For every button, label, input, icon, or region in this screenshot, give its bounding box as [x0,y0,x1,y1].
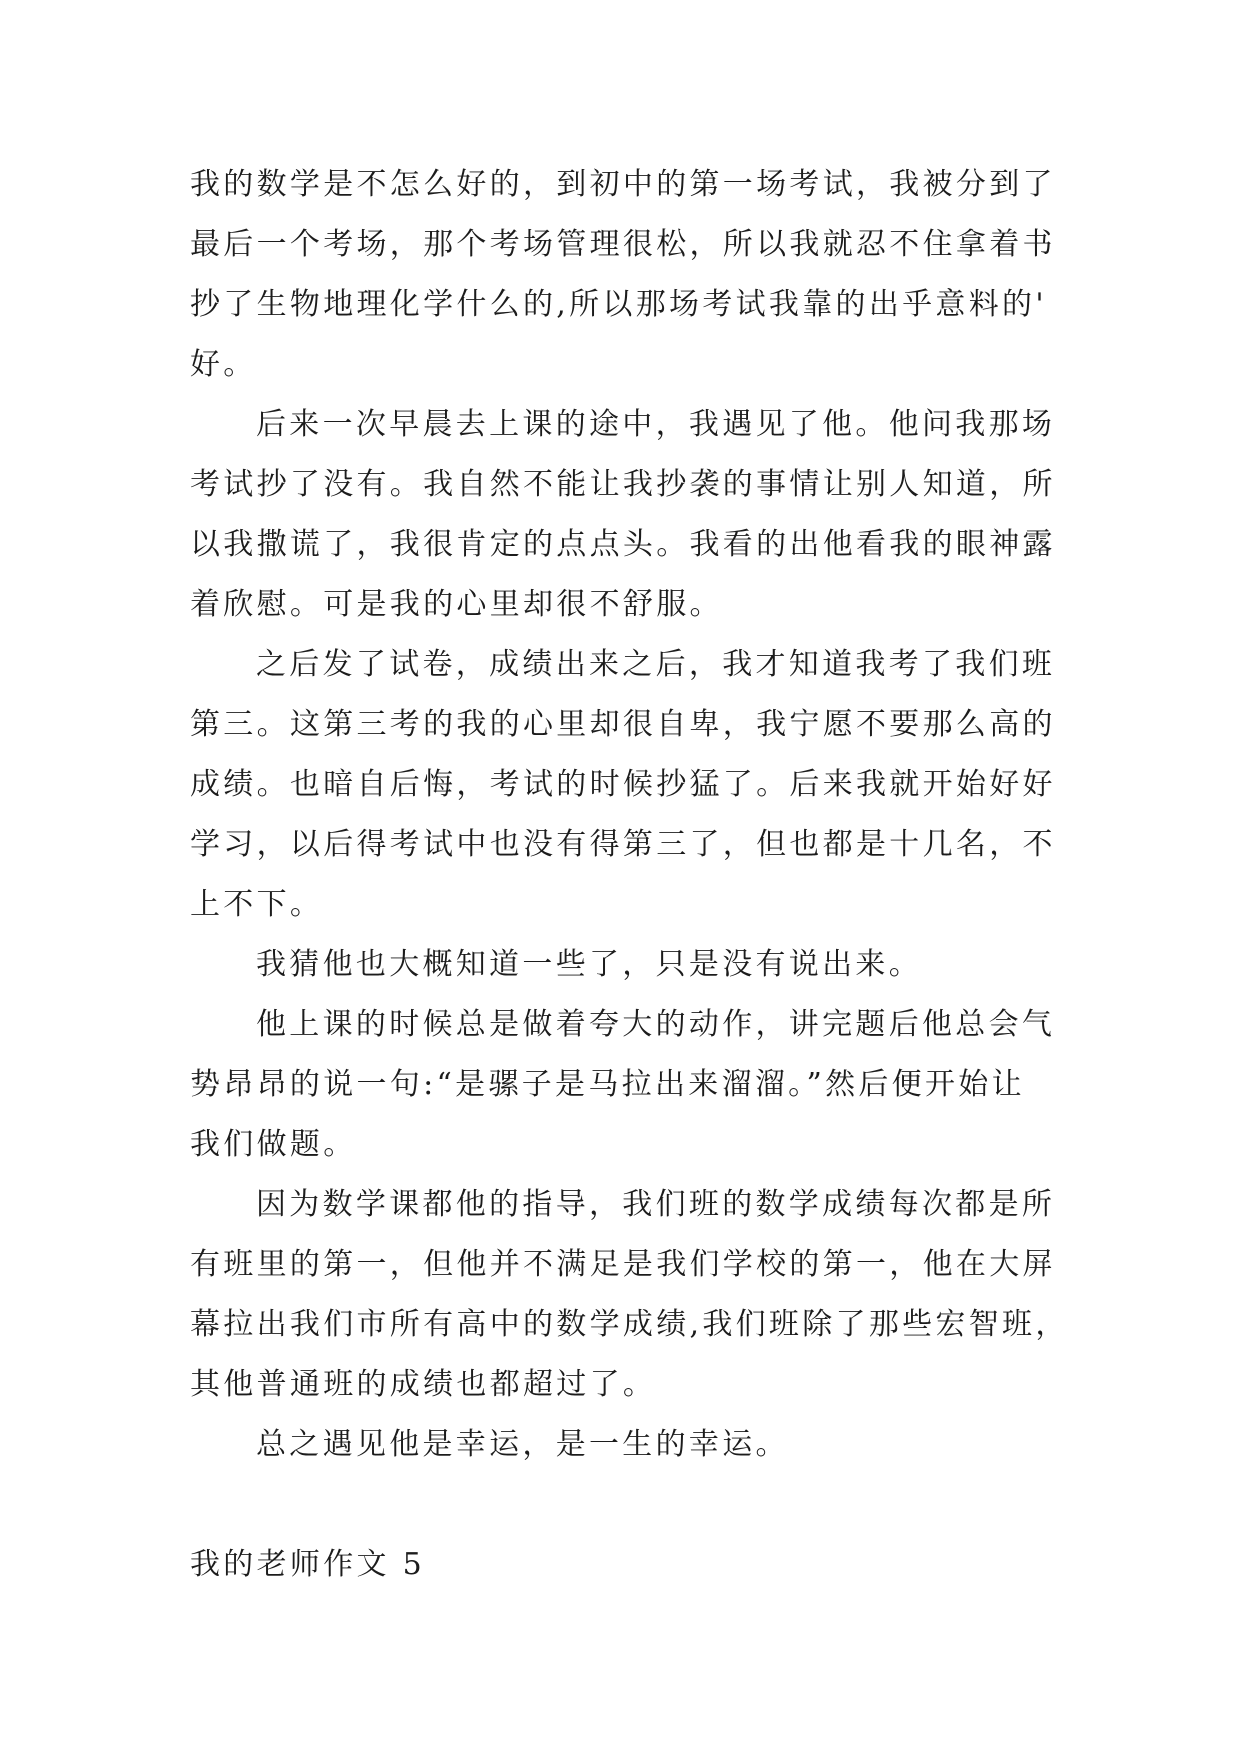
text-line: 第三。这第三考的我的心里却很自卑，我宁愿不要那么高的 [190,707,1056,742]
text-line: 学习，以后得考试中也没有得第三了，但也都是十几名，不 [190,827,1056,862]
paragraph [190,1175,1070,1415]
text-line: 后来一次早晨去上课的途中，我遇见了他。他问我那场 [256,407,1056,442]
text-line: 抄了生物地理化学什么的,所以那场考试我靠的出乎意料的' [190,287,1047,322]
text-line: 着欣慰。可是我的心里却很不舒服。 [190,587,723,622]
text-line: 好。 [190,347,257,382]
text-line: 最后一个考场，那个考场管理很松，所以我就忍不住拿着书 [190,227,1056,262]
paragraph [190,935,1070,995]
text-line: 幕拉出我们市所有高中的数学成绩,我们班除了那些宏智班， [190,1307,1069,1342]
text-line: 总之遇见他是幸运，是一生的幸运。 [256,1427,789,1462]
text-line: 其他普通班的成绩也都超过了。 [190,1367,657,1402]
paragraph [190,155,1070,395]
text-line: 他上课的时候总是做着夸大的动作，讲完题后他总会气 [256,1007,1056,1042]
paragraph [190,635,1070,935]
blank-line [190,1475,1070,1535]
paragraph [190,395,1070,635]
section-heading: 我的老师作文 5 [190,1547,426,1582]
paragraph [190,1415,1070,1475]
text-line: 有班里的第一，但他并不满足是我们学校的第一，他在大屏 [190,1247,1056,1282]
text-line: 我们做题。 [190,1127,357,1162]
text-line: 势昂昂的说一句:“是骡子是马拉出来溜溜。”然后便开始让 [190,1067,1025,1102]
paragraph [190,995,1070,1175]
text-line: 之后发了试卷，成绩出来之后，我才知道我考了我们班 [256,647,1056,682]
text-line: 成绩。也暗自后悔，考试的时候抄猛了。后来我就开始好好 [190,767,1056,802]
text-line: 以我撒谎了，我很肯定的点点头。我看的出他看我的眼神露 [190,527,1056,562]
text-line: 因为数学课都他的指导，我们班的数学成绩每次都是所 [256,1187,1056,1222]
document-body [190,155,1070,1595]
text-line: 我猜他也大概知道一些了，只是没有说出来。 [256,947,922,982]
text-line: 考试抄了没有。我自然不能让我抄袭的事情让别人知道，所 [190,467,1056,502]
text-line: 我的数学是不怎么好的，到初中的第一场考试，我被分到了 [190,167,1056,202]
text-line: 上不下。 [190,887,324,922]
